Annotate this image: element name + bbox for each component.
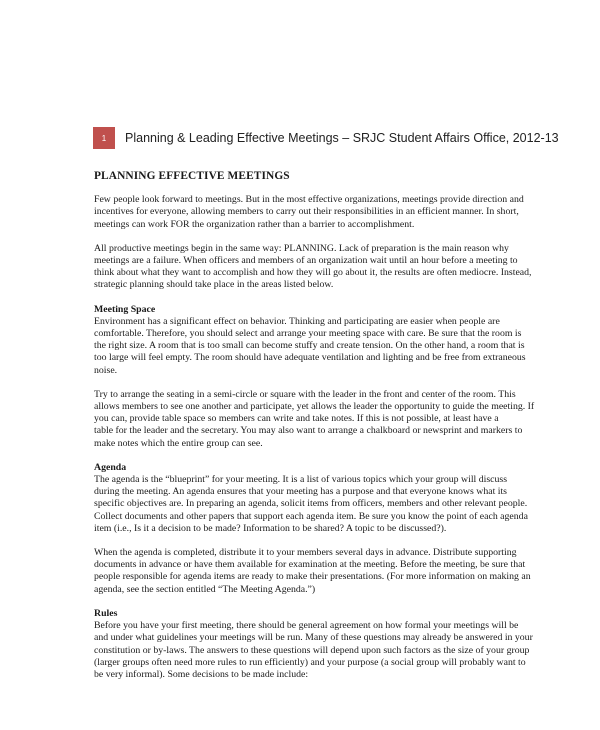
text-line: Environment has a significant effect on behavior. Thinking and participating are easier when people are (94, 315, 500, 327)
paragraph (94, 388, 535, 450)
header-title: Planning & Leading Effective Meetings – SRJC Student Affairs Office, 2012-13 (125, 131, 559, 145)
text-line: comfortable. Therefore, you should select and arrange your meeting space with care. Be sure that the room is (94, 328, 522, 340)
text-line: be very informal). Some decisions to be made include: (94, 668, 309, 680)
text-line: Try to arrange the seating in a semi-circle or square with the leader in the front and center of the room. This (94, 388, 516, 400)
section-heading: Agenda (94, 461, 127, 473)
section-agenda (94, 461, 531, 596)
text-line: constitution or by-laws. The answers to these questions will depend upon such factors as the size of your group (94, 644, 530, 656)
text-line: item (i.e., Is it a decision to be made? Information to be shared? A topic to be discussed?). (94, 522, 447, 534)
intro-paragraph (94, 194, 522, 231)
page-number-badge: 1 (93, 127, 115, 149)
section-heading: Meeting Space (94, 303, 156, 315)
text-line: people responsible for agenda items are ready to make their presentations. (For more information on making an (94, 571, 531, 583)
text-line: allows members to see one another and participate, yet allows the leader the opportunity to guide the meeting. If (94, 401, 535, 413)
text-line: agenda, see the section entitled “The Meeting Agenda.”) (94, 583, 316, 595)
text-line: Before you have your first meeting, there should be general agreement on how formal your meetings will be (94, 620, 519, 632)
section-heading: Rules (94, 607, 118, 619)
text-line: The agenda is the “blueprint” for your meeting. It is a list of various topics which your group will discuss (94, 474, 508, 486)
paragraph (94, 315, 526, 377)
planning-paragraph (94, 242, 532, 292)
text-line: table for the leader and the secretary. You may also want to arrange a chalkboard or newsprint and markers to (94, 425, 523, 437)
paragraph (94, 547, 531, 596)
text-line: documents in advance or have them available for examination at the meeting. Before the meeting, be sure that (94, 559, 526, 571)
text-line: too large will feel empty. The room should have adequate ventilation and lighting and be free from extraneous (94, 352, 526, 364)
text-line: meetings are a failure. When officers and members of an organization wait until an hour before a meeting to (94, 255, 518, 267)
text-line: you can, provide table space so members can write and take notes. If this is not possible, at least have a (94, 413, 499, 425)
text-line: All productive meetings begin in the same way: PLANNING. Lack of preparation is the main reason why (94, 242, 509, 254)
text-line: When the agenda is completed, distribute it to your members several days in advance. Distribute supporting (94, 547, 517, 559)
page-header (93, 127, 559, 149)
text-line: think about what they want to accomplish and how they will go about it, the results are often mediocre. Instead, (94, 267, 532, 279)
text-line: Collect documents and other papers that support each agenda item. Be sure you know the point of each agenda (94, 510, 528, 522)
section-rules (94, 607, 533, 681)
text-line: noise. (94, 364, 118, 376)
text-line: make notes which the entire group can see. (94, 437, 263, 449)
text-line: and under what guidelines your meetings will be run. Many of these questions may already be answered in your (94, 632, 533, 644)
text-line: (larger groups often need more rules to run efficiently) and your purpose (a social group will probably want to (94, 656, 526, 668)
document-title: PLANNING EFFECTIVE MEETINGS (94, 170, 290, 182)
text-line: Few people look forward to meetings. But in the most effective organizations, meetings provide direction and (94, 194, 524, 206)
text-line: strategic planning should take place in the areas listed below. (94, 279, 334, 291)
text-line: meetings can work FOR the organization rather than a barrier to accomplishment. (94, 218, 415, 230)
section-meeting-space (94, 303, 535, 450)
paragraph (94, 620, 533, 681)
text-line: incentives for everyone, allowing members to carry out their responsibilities in an efficient manner. In short, (94, 206, 519, 218)
text-line: the right size. A room that is too small can become stuffy and create tension. On the other hand, a room that is (94, 340, 525, 352)
text-line: during the meeting. An agenda ensures that your meeting has a purpose and that everyone knows what its (94, 486, 507, 498)
document-body (94, 170, 535, 693)
text-line: specific objectives are. In preparing an agenda, solicit items from officers, members and other relevant people. (94, 498, 528, 510)
paragraph (94, 474, 528, 535)
